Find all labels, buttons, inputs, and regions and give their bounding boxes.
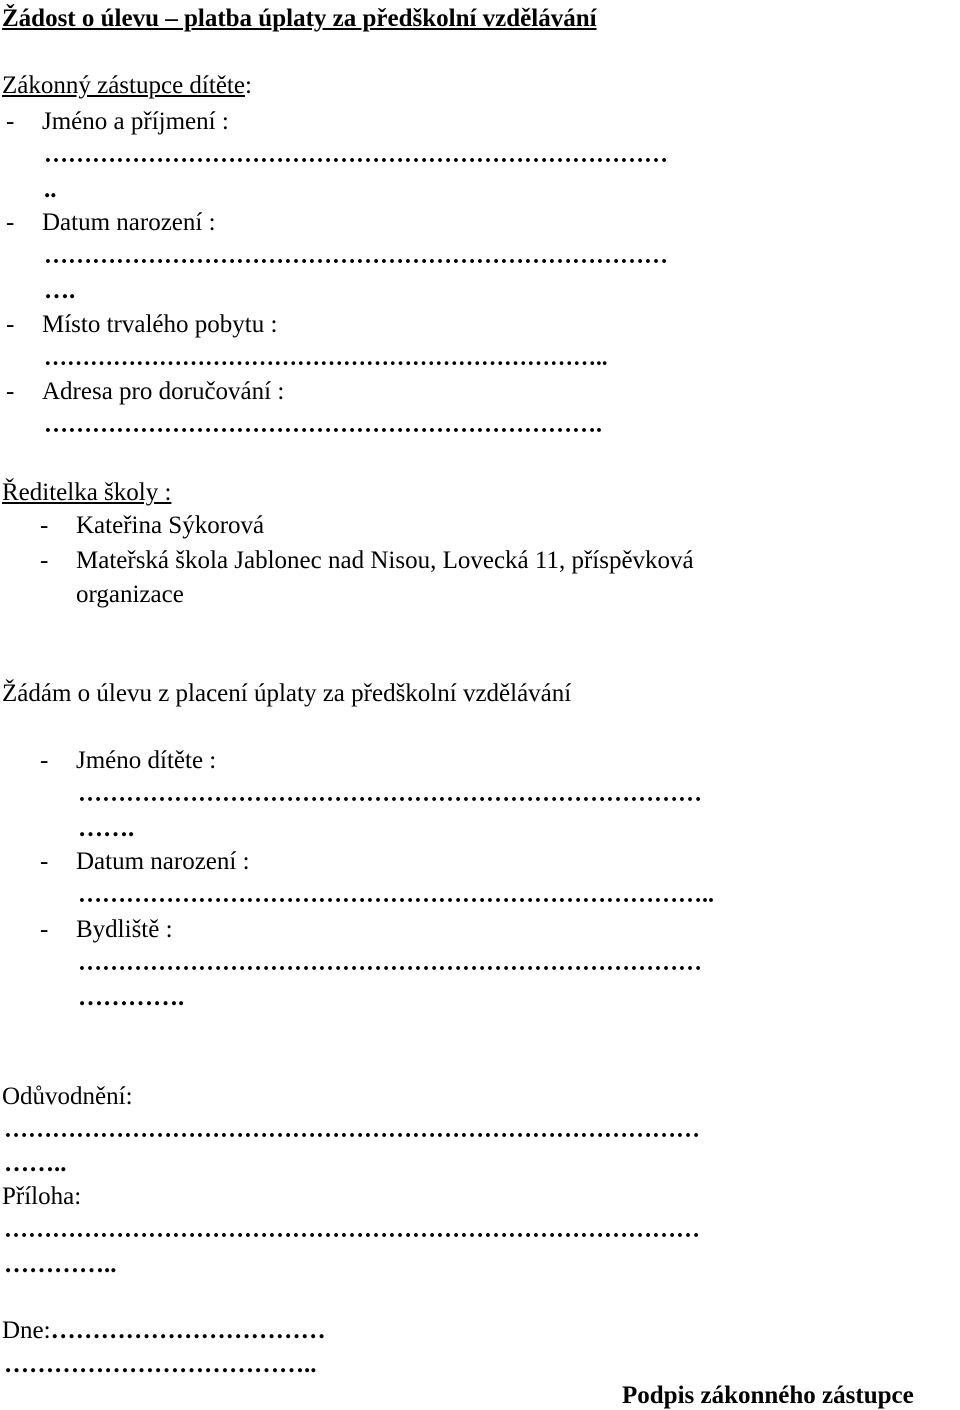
child-dob-field[interactable]: …………………………………………………………………….. xyxy=(78,882,714,908)
guardian-dob-field[interactable]: …………………………………………………………………… xyxy=(44,243,668,269)
reason-field-cont: …….. xyxy=(4,1150,67,1177)
child-residence-field[interactable]: …………………………………………………………………… xyxy=(78,950,702,976)
signature-label: Podpis zákonného zástupce xyxy=(622,1382,914,1409)
guardian-residence-label: Místo trvalého pobytu : xyxy=(42,311,278,338)
guardian-heading xyxy=(2,73,252,98)
date-field[interactable]: …………………………… xyxy=(50,1317,326,1344)
child-name-dash: - xyxy=(40,747,49,774)
child-dob-dash: - xyxy=(40,848,49,875)
signature-field[interactable]: ……………………………….. xyxy=(4,1351,317,1378)
school-director-dash: - xyxy=(40,512,49,539)
school-heading: Ředitelka školy : xyxy=(2,479,172,506)
child-name-field-cont: ……. xyxy=(78,815,135,842)
request-heading: Žádám o úlevu z placení úplaty za předškolní vzdělávání xyxy=(2,680,572,707)
guardian-delivery-label: Adresa pro doručování : xyxy=(42,378,285,405)
guardian-dob-field-cont: …. xyxy=(44,277,76,304)
guardian-name-dash: - xyxy=(6,108,15,135)
child-dob-label: Datum narození : xyxy=(76,848,250,875)
child-name-label: Jméno dítěte : xyxy=(76,747,217,774)
document-title: Žádost o úlevu – platba úplaty za předškolní vzdělávání xyxy=(2,5,597,32)
reason-label: Odůvodnění: xyxy=(2,1083,133,1110)
child-name-field[interactable]: …………………………………………………………………… xyxy=(78,781,702,807)
attachment-label: Příloha: xyxy=(2,1183,82,1210)
child-residence-field-cont: …………. xyxy=(78,984,185,1011)
guardian-name-field[interactable]: …………………………………………………………………… xyxy=(44,142,668,168)
child-residence-dash: - xyxy=(40,916,49,943)
guardian-dob-label: Datum narození : xyxy=(42,209,216,236)
guardian-delivery-field[interactable]: ……………………………………………………………. xyxy=(44,412,602,438)
guardian-heading-colon: : xyxy=(244,72,252,99)
school-name-dash: - xyxy=(40,547,49,574)
school-name-line1: Mateřská škola Jablonec nad Nisou, Lovecká 11, příspěvková xyxy=(76,547,694,574)
child-residence-label: Bydliště : xyxy=(76,916,173,943)
guardian-residence-field[interactable]: ……………………………………………………………….. xyxy=(44,345,608,370)
date-label: Dne: xyxy=(2,1317,51,1344)
school-director-name: Kateřina Sýkorová xyxy=(76,512,265,539)
guardian-heading-text: Zákonný zástupce dítěte xyxy=(2,72,245,99)
attachment-field[interactable]: …………………………………………………………………………… xyxy=(4,1217,700,1243)
attachment-field-cont: ………….. xyxy=(4,1251,117,1278)
date-row xyxy=(2,1318,326,1343)
school-name-line2: organizace xyxy=(76,581,184,608)
guardian-name-field-cont: .. xyxy=(44,176,57,203)
guardian-dob-dash: - xyxy=(6,209,15,236)
guardian-residence-dash: - xyxy=(6,311,15,338)
guardian-delivery-dash: - xyxy=(6,378,15,405)
reason-field[interactable]: …………………………………………………………………………… xyxy=(4,1117,700,1143)
guardian-name-label: Jméno a příjmení : xyxy=(42,108,229,135)
